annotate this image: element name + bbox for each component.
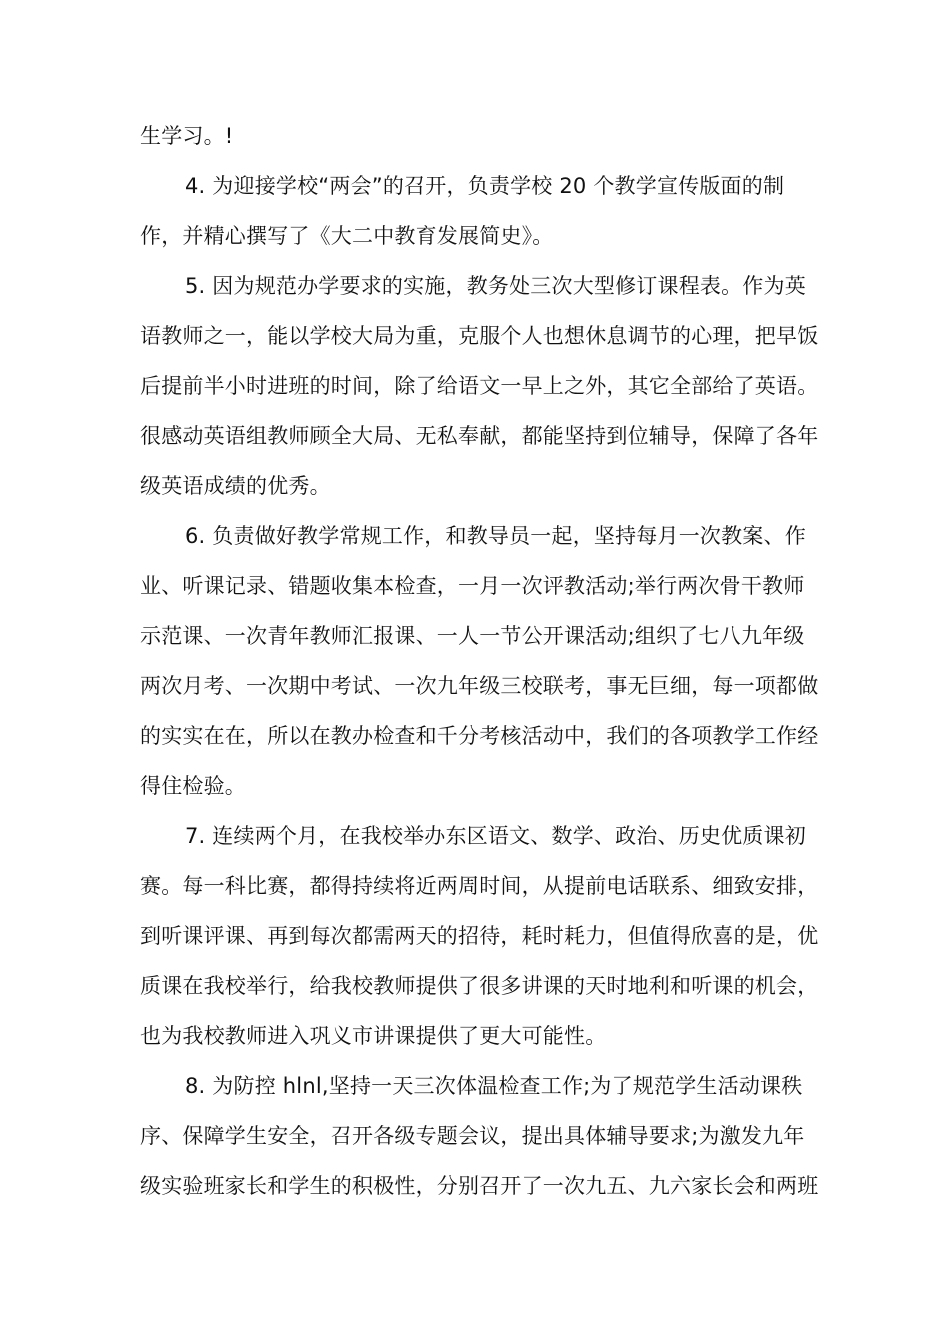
text-line: 业、听课记录、错题收集本检查，一月一次评教活动;举行两次骨干教师 [140,574,805,598]
text-line: 生学习。! [140,124,234,148]
text-line: 6. 负责做好教学常规工作，和教导员一起，坚持每月一次教案、作 [185,524,806,548]
text-line: 4. 为迎接学校“两会”的召开，负责学校 20 个教学宣传版面的制 [185,174,785,198]
text-line: 赛。每一科比赛，都得持续将近两周时间，从提前电话联系、细致安排， [140,874,819,898]
text-line: 质课在我校举行，给我校教师提供了很多讲课的天时地利和听课的机会， [140,974,819,998]
text-line: 得住检验。 [140,774,246,798]
text-line: 后提前半小时进班的时间，除了给语文一早上之外，其它全部给了英语。 [140,374,819,398]
text-line: 作，并精心撰写了《大二中教育发展简史》。 [140,224,554,248]
text-line: 很感动英语组教师顾全大局、无私奉献，都能坚持到位辅导，保障了各年 [140,424,819,448]
text-line: 7. 连续两个月，在我校举办东区语文、数学、政治、历史优质课初 [185,824,806,848]
text-line: 8. 为防控 hlnl,坚持一天三次体温检查工作;为了规范学生活动课秩 [185,1074,803,1098]
text-line: 级英语成绩的优秀。 [140,474,331,498]
text-line: 到听课评课、再到每次都需两天的招待，耗时耗力，但值得欣喜的是，优 [140,924,819,948]
text-line: 级实验班家长和学生的积极性，分别召开了一次九五、九六家长会和两班 [140,1174,819,1198]
text-line: 语教师之一，能以学校大局为重，克服个人也想休息调节的心理，把早饭 [140,324,819,348]
text-line: 两次月考、一次期中考试、一次九年级三校联考，事无巨细，每一项都做 [140,674,819,698]
text-line: 示范课、一次青年教师汇报课、一人一节公开课活动;组织了七八九年级 [140,624,805,648]
text-line: 序、保障学生安全，召开各级专题会议，提出具体辅导要求;为激发九年 [140,1124,805,1148]
text-line: 的实实在在，所以在教办检查和千分考核活动中，我们的各项教学工作经 [140,724,819,748]
text-line: 也为我校教师进入巩义市讲课提供了更大可能性。 [140,1024,607,1048]
text-line: 5. 因为规范办学要求的实施，教务处三次大型修订课程表。作为英 [185,274,806,298]
